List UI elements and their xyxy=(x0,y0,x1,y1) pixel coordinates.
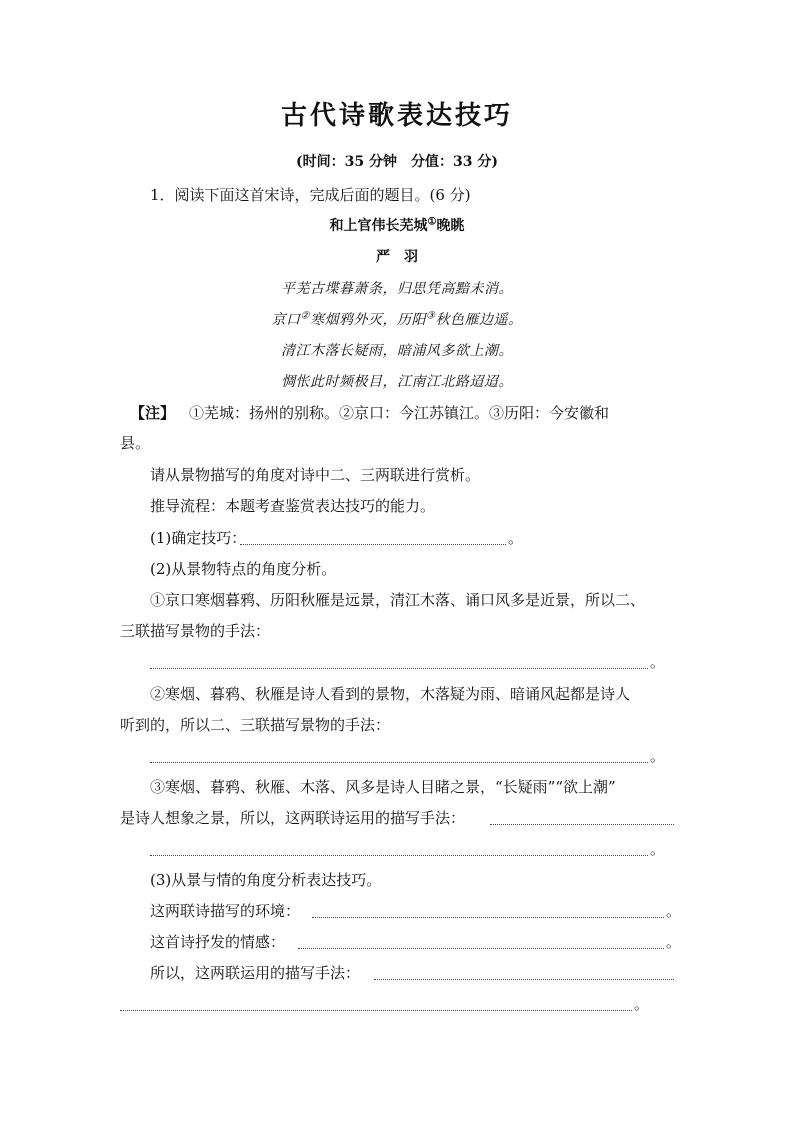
poem-line-2 xyxy=(0,310,794,330)
step-3c-label: 所以，这两联运用的描写手法： xyxy=(150,964,361,982)
footnote-marker-2: ② xyxy=(300,310,310,322)
poem-author: 严 羽 xyxy=(376,249,418,265)
poem-title-end: 晚眺 xyxy=(436,218,465,234)
step-2c-line-1: ③寒烟、暮鸦、秋雁、木落、风多是诗人目睹之景，“长疑雨”“欲上潮” xyxy=(150,778,616,796)
answer-blank-technique-final-1[interactable] xyxy=(374,979,674,980)
period-mark: 。 xyxy=(666,933,682,951)
answer-blank-emotion[interactable] xyxy=(298,948,664,949)
poem-line-2-part-1: 京口 xyxy=(271,312,301,328)
annotation-line-2: 县。 xyxy=(120,434,151,452)
period-mark: 。 xyxy=(634,995,650,1013)
answer-blank-real-imagined-2[interactable] xyxy=(150,855,648,856)
answer-blank-sight-sound[interactable] xyxy=(150,762,648,763)
page-title: 古代诗歌表达技巧 xyxy=(280,101,513,131)
annotation-line-1 xyxy=(130,403,609,423)
poem-title-text: 和上官伟长芜城 xyxy=(329,218,428,234)
answer-blank-technique-final-2[interactable] xyxy=(120,1010,632,1011)
step-2-label: (2)从景物特点的角度分析。 xyxy=(150,560,337,578)
poem-title xyxy=(0,216,794,236)
step-2a-line-1: ①京口寒烟暮鸦、历阳秋雁是远景，清江木落、诵口风多是近景，所以二、 xyxy=(150,591,646,609)
poem-line-2-part-3: 秋色雁边遥。 xyxy=(435,312,523,328)
step-1-label: (1)确定技巧： xyxy=(150,529,247,547)
step-2b-line-1: ②寒烟、暮鸦、秋雁是诗人看到的景物，木落疑为雨、暗诵风起都是诗人 xyxy=(150,685,631,703)
period-mark: 。 xyxy=(666,902,682,920)
process-line xyxy=(150,496,435,516)
period-mark: 。 xyxy=(508,529,524,547)
time-score-info: (时间：35 分钟 分值：33 分) xyxy=(296,154,498,170)
annotation-text: ①芜城：扬州的别称。②京口：今江苏镇江。③历阳：今安徽和 xyxy=(189,404,610,422)
step-3-label: (3)从景与情的角度分析表达技巧。 xyxy=(150,871,382,889)
process-label: 推导流程： xyxy=(150,497,226,515)
period-mark: 。 xyxy=(650,840,666,858)
step-3b-label: 这首诗抒发的情感： xyxy=(150,933,286,951)
step-2b-line-2: 听到的，所以二、三联描写景物的手法： xyxy=(120,716,391,734)
step-3a-label: 这两联诗描写的环境： xyxy=(150,902,301,920)
answer-blank-real-imagined-1[interactable] xyxy=(490,824,674,825)
answer-blank-environment[interactable] xyxy=(312,917,664,918)
answer-blank-technique[interactable] xyxy=(240,544,506,545)
step-2a-line-2: 三联描写景物的手法： xyxy=(120,622,271,640)
annotation-label: 【注】 xyxy=(130,404,176,422)
poem-line-4: 惆怅此时频极目，江南江北路迢迢。 xyxy=(281,374,513,390)
step-2c-line-2: 是诗人想象之景，所以，这两联诗运用的描写手法： xyxy=(120,809,466,827)
period-mark: 。 xyxy=(650,653,666,671)
period-mark: 。 xyxy=(650,747,666,765)
poem-line-1: 平芜古堞暮萧条，归思凭高黯未消。 xyxy=(281,281,513,297)
poem-line-2-part-2: 寒烟鸦外灭，历阳 xyxy=(310,312,426,328)
footnote-marker-1: ① xyxy=(427,216,437,228)
instruction: 请从景物描写的角度对诗中二、三两联进行赏析。 xyxy=(150,466,481,484)
answer-blank-near-far[interactable] xyxy=(150,668,648,669)
footnote-marker-3: ③ xyxy=(426,310,436,322)
poem-line-3: 清江木落长疑雨，暗浦风多欲上潮。 xyxy=(281,343,513,359)
process-text: 本题考查鉴赏表达技巧的能力。 xyxy=(225,497,436,515)
question-1-prompt: 1．阅读下面这首宋诗，完成后面的题目。(6 分) xyxy=(150,186,471,204)
